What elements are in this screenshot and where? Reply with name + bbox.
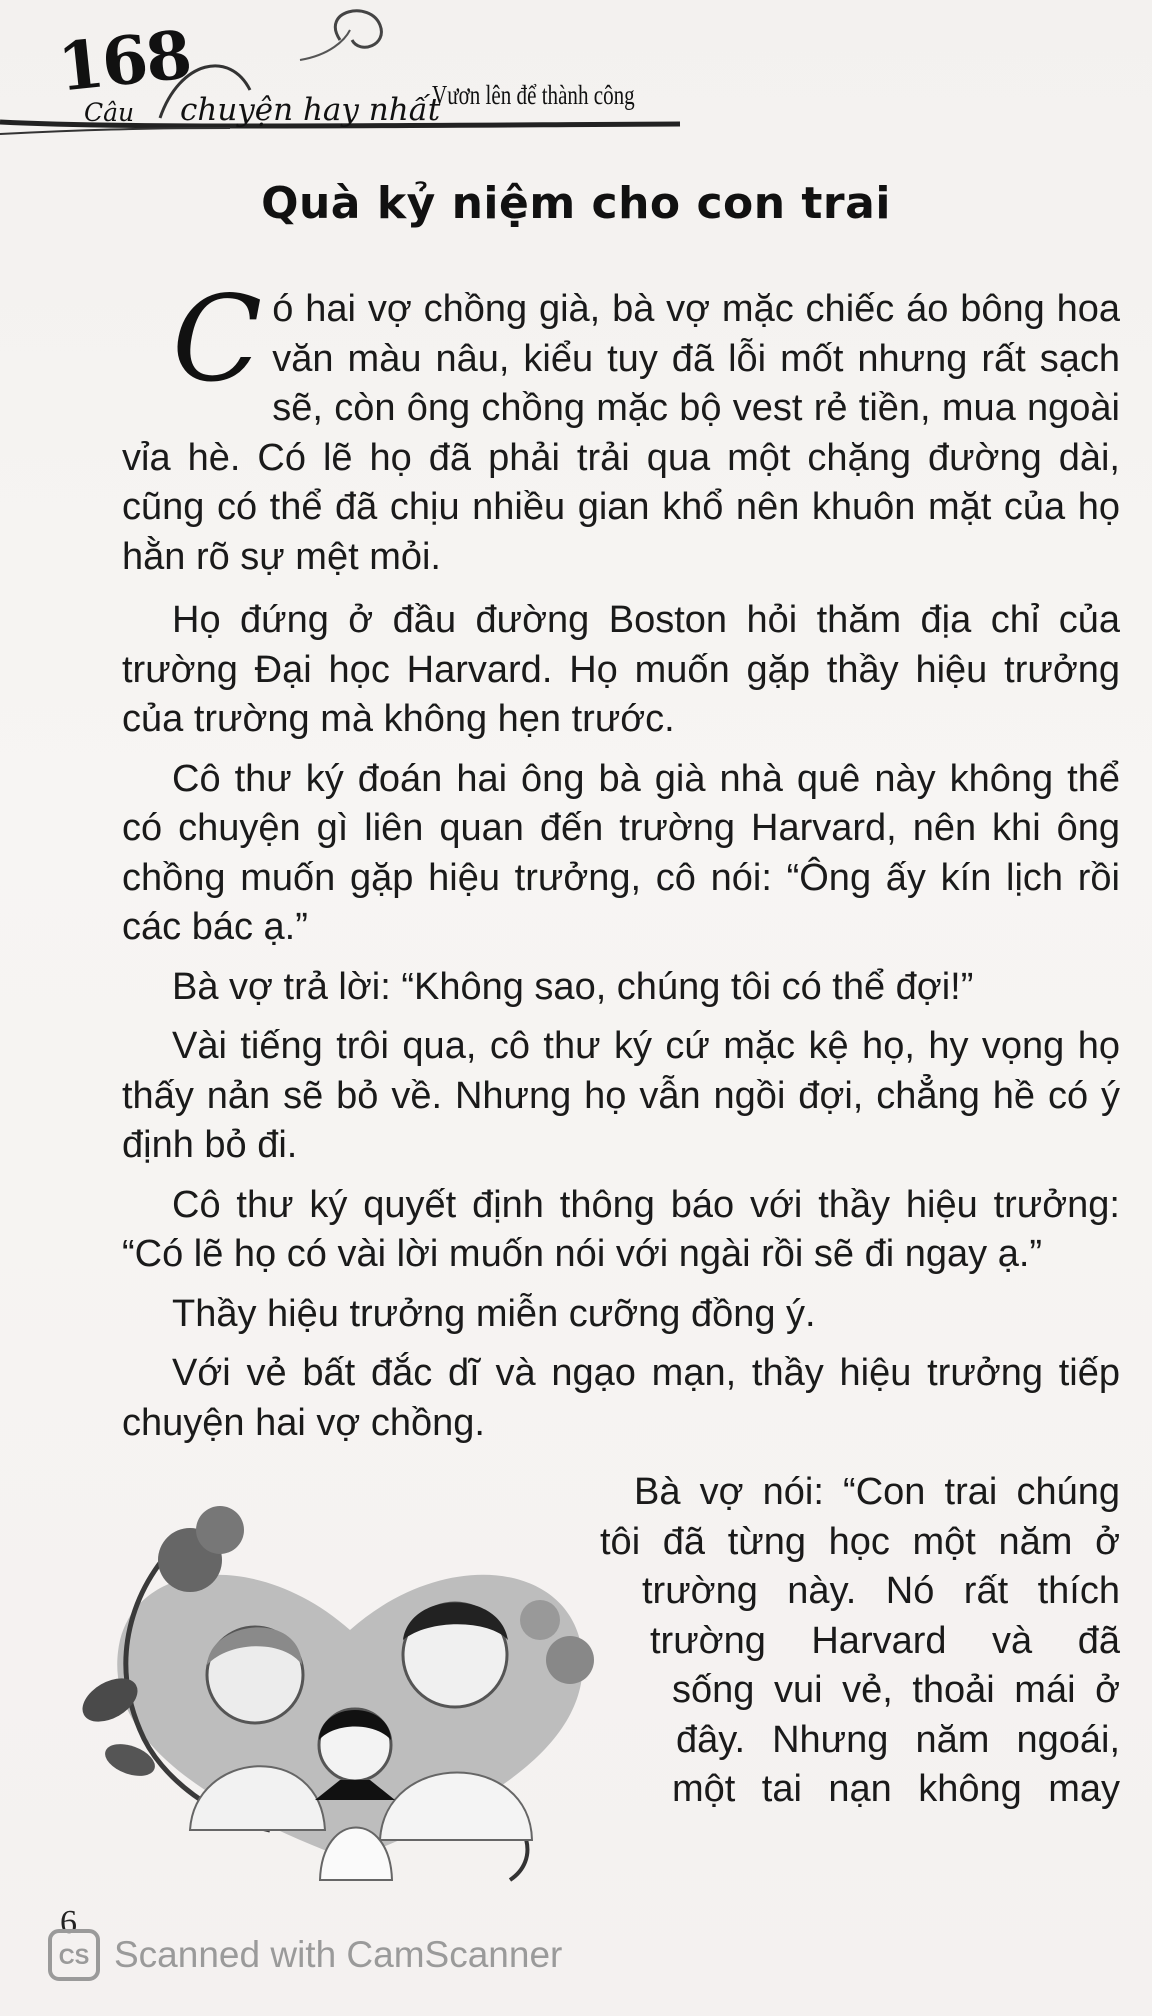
running-header [0,0,700,150]
camscanner-watermark [48,1925,562,1985]
camscanner-logo-text: CS [58,1944,90,1969]
text-line: một tai nạn không may [672,1768,1120,1810]
text-line: trường này. Nó rất thích [642,1570,1120,1612]
text-line: Bà vợ nói: “Con trai chúng [634,1471,1120,1513]
camscanner-logo-icon [48,1929,100,1981]
text-line: tôi đã từng học một năm ở [600,1520,1120,1563]
paragraph-1-text: ó hai vợ chồng già, bà vợ mặc chiếc áo bông hoa văn màu nâu, kiểu tuy đã lỗi mốt nhưng rất sạch sẽ, còn ông chồng mặc bộ vest rẻ tiền, mua ngoài vỉa hè. Có lẽ họ đã phải trải qua một chặng đường dài, cũng có thể đã chịu nhiều gian khổ nên khuôn mặt của họ hằn rõ sự mệt mỏi. [122,288,1120,578]
text-line: sống vui vẻ, thoải mái ở [672,1669,1120,1711]
paragraph-4: Bà vợ trả lời: “Không sao, chúng tôi có thể đợi!” [172,965,974,1008]
header-subtitle: Vươn lên để thành công [432,80,635,110]
paragraph-5: Vài tiếng trôi qua, cô thư ký cứ mặc kệ họ, hy vọng họ thấy nản sẽ bỏ về. Nhưng họ vẫn ngồi đợi, chẳng hề có ý định bỏ đi. [122,1025,1120,1166]
paragraph-1 [122,270,1120,582]
drop-cap: C [172,270,263,408]
paragraph-7: Thầy hiệu trưởng miễn cưỡng đồng ý. [172,1292,816,1335]
header-number: 168 [54,15,194,107]
text-line: đây. Nhưng năm ngoái, [676,1718,1120,1761]
paragraph-3: Cô thư ký đoán hai ông bà già nhà quê này không thể có chuyện gì liên quan đến trường Harvard, nên khi ông chồng muốn gặp hiệu trưởng, cô nói: “Ông ấy kín lịch rồi các bác ạ.” [122,757,1120,948]
text-line: trường Harvard và đã [650,1619,1120,1662]
flower-right [520,1600,560,1640]
story-body [122,270,1120,1458]
paragraph-6: Cô thư ký quyết định thông báo với thầy hiệu trưởng: “Có lẽ họ có vài lời muốn nói với ngài rồi sẽ đi ngay ạ.” [122,1183,1120,1275]
paragraph-9 [580,1468,1120,1815]
paragraph-2: Họ đứng ở đầu đường Boston hỏi thăm địa chỉ của trường Đại học Harvard. Họ muốn gặp thầy hiệu trưởng của trường mà không hẹn trước. [122,599,1120,740]
camscanner-text: Scanned with CamScanner [114,1934,563,1975]
paragraph-8: Với vẻ bất đắc dĩ và ngạo mạn, thầy hiệu trưởng tiếp chuyện hai vợ chồng. [122,1352,1120,1444]
story-title: Quà kỷ niệm cho con trai [261,178,891,229]
leaf [101,1738,159,1782]
flower-right [546,1636,594,1684]
family-illustration [70,1500,630,1890]
flower-left-petal [196,1506,244,1554]
header-word-chuyen: chuyện hay nhất [180,92,441,128]
page-number: 6 [60,1904,77,1941]
header-word-cau: Câu [84,98,135,127]
